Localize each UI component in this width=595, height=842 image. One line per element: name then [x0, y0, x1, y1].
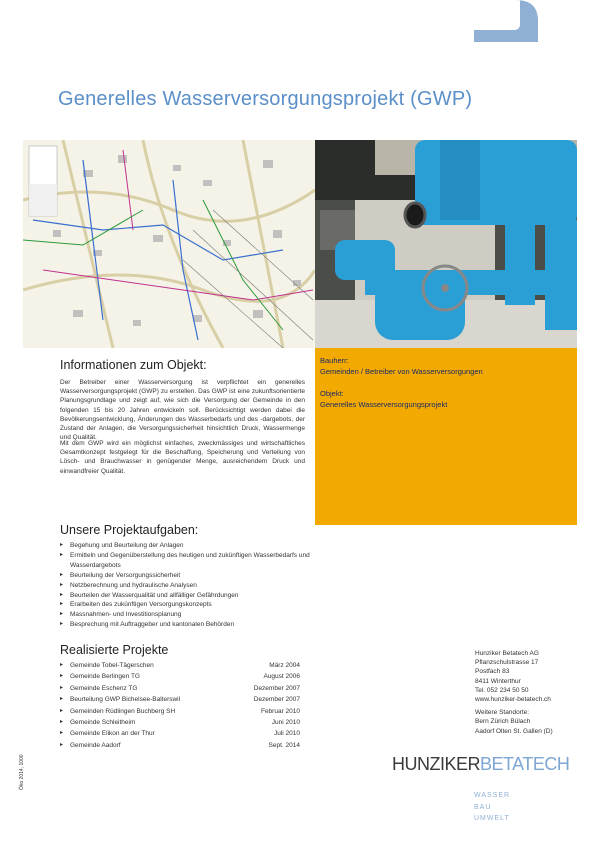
- website-link[interactable]: www.hunziker-betatech.ch: [475, 696, 551, 704]
- list-item: ▸ Erarbeiten des zukünftigen Versorgungskonzepts: [60, 600, 310, 610]
- list-item: ▸ Beurteilen der Wasserqualität und allfälliger Gefährdungen: [60, 591, 310, 601]
- list-item: ▸ Begehung und Beurteilung der Anlagen: [60, 541, 310, 551]
- project-name: ▸ Beurteilung GWP Bichelsee-Balterswil: [70, 696, 181, 704]
- page-title: Generelles Wasserversorgungsprojekt (GWP): [58, 88, 473, 110]
- list-item: ▸ Netzberechnung und hydraulische Analysen: [60, 581, 310, 591]
- document-code: Öko 2014, 1000: [19, 754, 25, 790]
- list-item: ▸ Massnahmen- und Investitionsplanung: [60, 610, 310, 620]
- project-date: Juli 2010: [273, 730, 300, 738]
- project-date: Februar 2010: [260, 707, 300, 715]
- tasks-list: [60, 541, 310, 630]
- project-name: ▸ Gemeinde Aadorf: [70, 741, 121, 749]
- project-date: Juni 2010: [271, 719, 300, 727]
- network-map-image: [23, 140, 315, 348]
- locations-label: Weitere Standorte:: [475, 709, 530, 717]
- company-name: Hunziker Betatech AG: [475, 650, 539, 657]
- project-name: ▸ Gemeinde Berlingen TG: [70, 673, 140, 681]
- info-paragraph-2: Mit dem GWP wird ein möglichst einfaches, zweckmässiges und wirtschaftliches Gesamtkonzept festgelegt für die Beschaffung, Speicherung und Verteilung von Lösch- und Brauchwasser in genügender Menge, ausreichendem Druck und einwandfreier Qualität.: [60, 440, 305, 475]
- project-date: Dezember 2007: [253, 696, 300, 704]
- project-row: [60, 706, 300, 717]
- address-street: Pflanzschulstrasse 17: [475, 659, 539, 667]
- company-tagline: WASSER BAU UMWELT: [474, 792, 511, 822]
- address-city: 8411 Winterthur: [475, 677, 521, 685]
- project-name: ▸ Gemeinde Eschenz TG: [70, 684, 138, 692]
- project-name: ▸ Gemeinden Rüdlingen Buchberg SH: [70, 707, 176, 715]
- bauherr-label: Bauherr:: [320, 356, 349, 365]
- objekt-label: Objekt:: [320, 389, 344, 398]
- project-row: [60, 671, 300, 682]
- project-row: [60, 717, 300, 728]
- list-item: ▸ Ermitteln und Gegenüberstellung des heutigen und zukünftigen Wasserbedarfs und Wasserdargebots: [60, 551, 310, 571]
- project-date: August 2006: [263, 673, 300, 681]
- list-item: ▸ Beurteilung der Versorgungssicherheit: [60, 571, 310, 581]
- project-date: Dezember 2007: [253, 684, 300, 692]
- project-date: Sept. 2014: [268, 741, 300, 749]
- tasks-heading: Unsere Projektaufgaben:: [60, 523, 199, 537]
- info-paragraph-1: Der Betreiber einer Wasserversorgung ist verpflichtet ein generelles Wasserversorgungsprojekt (GWP) zu erstellen. Das GWP ist eine zukunftsorientierte Planungsgrundlage und zeigt auf, wie sich die Versorgung der Gemeinde in den folgenden 15 bis 20 Jahren entwickeln soll. Berücksichtigt werden dabei die Bevölkerungsentwicklung, Änderungen des Wasserbedarfs und des -dargebots, der Zustand der Anlagen, die Versorgungssicherheit hinsichtlich Druck, Wassermenge und Qualität.: [60, 379, 305, 442]
- bauherr-value: Gemeinden / Betreiber von Wasserversorgungen: [320, 367, 483, 376]
- list-item: ▸ Besprechung mit Auftraggeber und kantonalen Behörden: [60, 620, 310, 630]
- project-name: ▸ Gemeinde Tobel-Tägerschen: [70, 662, 154, 669]
- project-row: [60, 740, 300, 751]
- locations-line: Bern Zürich Bülach: [475, 718, 531, 726]
- brand-logo-mark: [474, 0, 538, 42]
- company-logo: HUNZIKERBETATECH: [392, 754, 570, 774]
- projects-heading: Realisierte Projekte: [60, 643, 169, 657]
- project-row: [60, 660, 300, 671]
- info-heading: Informationen zum Objekt:: [60, 358, 207, 372]
- objekt-value: Generelles Wasserversorgungsprojekt: [320, 400, 448, 409]
- address-phone: Tel. 052 234 50 50: [475, 686, 529, 694]
- project-row: [60, 694, 300, 705]
- pump-station-photo: [315, 140, 577, 348]
- project-row: [60, 683, 300, 694]
- projects-list: [60, 660, 300, 751]
- project-name: ▸ Gemeinde Schleitheim: [70, 719, 136, 727]
- project-row: [60, 728, 300, 739]
- address-pobox: Postfach 83: [475, 668, 510, 676]
- company-address: [475, 649, 553, 736]
- client-info-box: [315, 348, 577, 525]
- project-name: ▸ Gemeinde Elikon an der Thur: [70, 730, 155, 738]
- locations-line: Aadorf Olten St. Gallen (D): [475, 727, 553, 735]
- project-date: März 2004: [269, 662, 300, 669]
